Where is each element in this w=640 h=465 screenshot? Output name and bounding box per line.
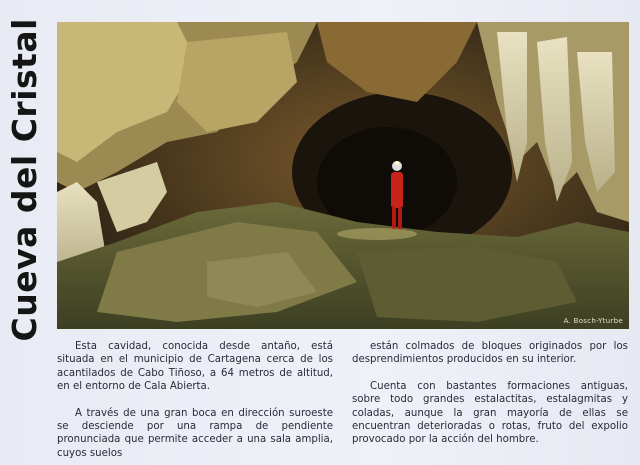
paragraph: Esta cavidad, conocida desde antaño, está situada en el municipio de Cartagena cerca de los acantilados de Cabo Tiñoso, a 64 metros de altitud, en el entorno de Cala Abierta. [57, 341, 333, 393]
photo-credit: A. Bosch-Yturbe [563, 317, 623, 325]
paragraph: Cuenta con bastantes formaciones antiguas, sobre todo grandes estalactitas, estalagmitas y coladas, aunque la gran mayoría de ellas se encuentran deterioradas o rotas, fruto del expolio provocado por la acción del hombre. [352, 380, 628, 446]
cave-photo-illustration [57, 22, 629, 329]
cave-photo [57, 22, 629, 329]
paragraph: están colmados de bloques originados por los desprendimientos producidos en su interior. [352, 341, 628, 366]
paragraph: A través de una gran boca en dirección suroeste se desciende por una rampa de pendiente pronunciada que permite acceder a una sala amplia, cuyos suelos [57, 407, 333, 459]
text-column-left [57, 340, 333, 460]
title-text: Cueva del Cristal [4, 17, 44, 342]
caver-figure [391, 172, 403, 208]
vertical-title [4, 12, 44, 347]
text-column-right [352, 340, 628, 447]
